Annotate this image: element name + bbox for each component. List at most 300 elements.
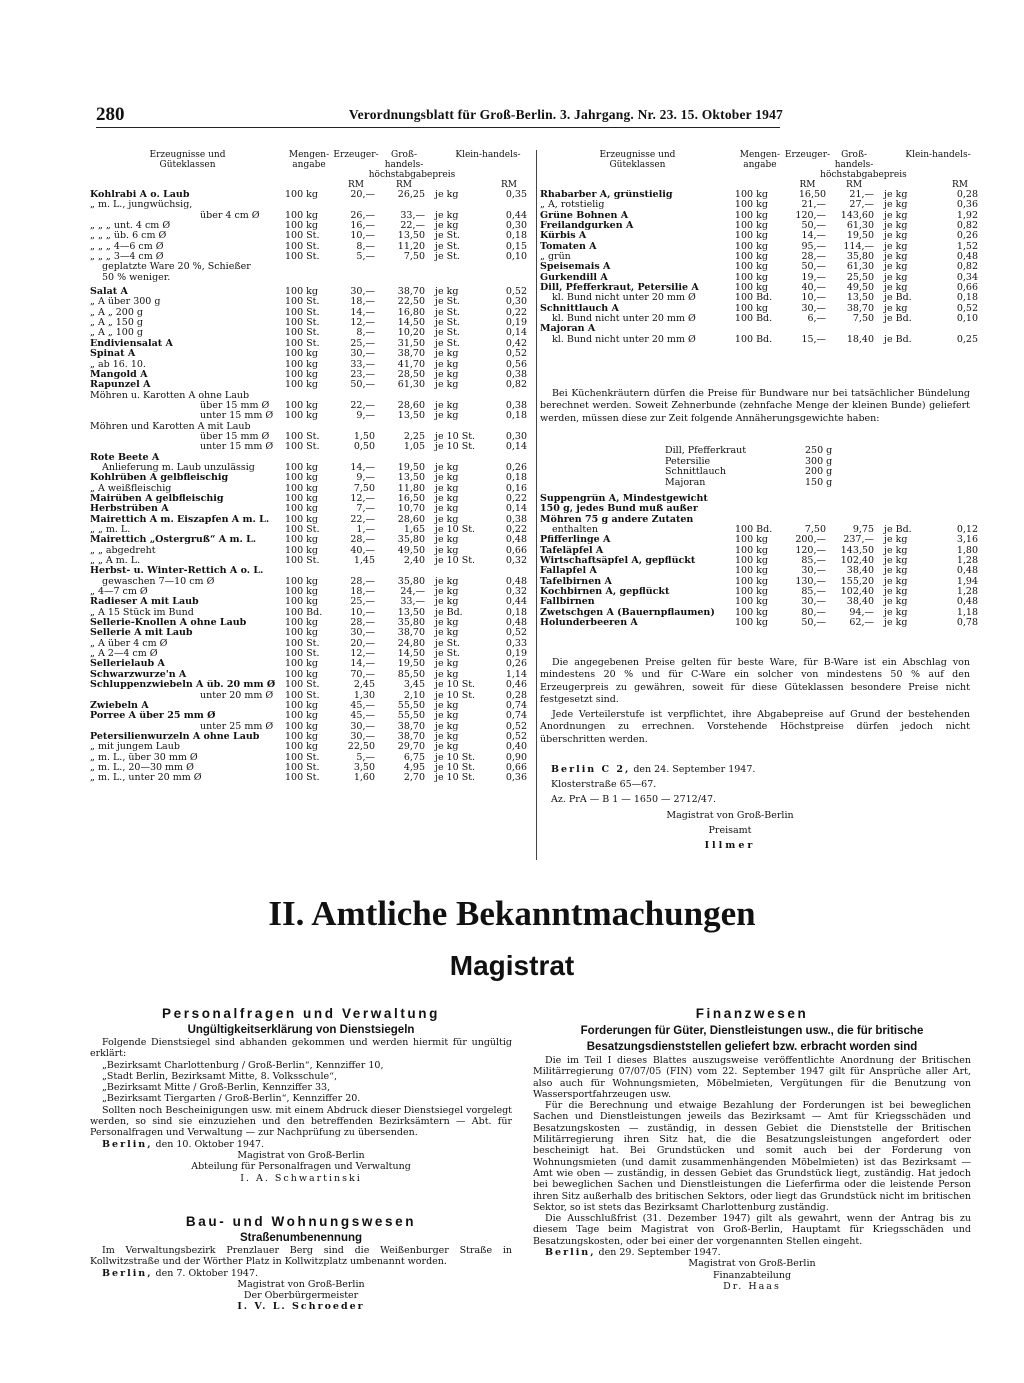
table-row [540,597,978,607]
wholesale-price: 237,— [843,535,874,546]
product-name: geplatzte Ware 20 %, Schießer [102,262,251,273]
product-name: kl. Bund nicht unter 20 mm Ø [552,314,696,325]
wholesale-price: 14,50 [397,318,425,329]
price-notes [540,657,970,749]
left-price-table [90,150,527,784]
seal-item: „Bezirksamt Mitte / Groß-Berlin, Kennziffer 33, [102,1082,331,1094]
table-currency-row [90,180,527,190]
signature-dept: Preisamt [708,825,752,837]
price-unit: je kg [884,597,908,608]
producer-price: 18,— [350,587,375,598]
quantity: 100 kg [285,349,318,360]
retail-price: 0,14 [505,328,527,339]
header-producer: Erzeuger- [784,150,831,160]
wholesale-price: 6,75 [403,752,425,763]
price-unit [429,262,491,272]
wholesale-price: 19,50 [397,462,425,473]
producer-price: 15,— [801,334,827,345]
price-note: Die angegebenen Preise gelten für beste Ware, für B-Ware ist ein Abschlag von mindestens 20 % und für C-Ware ein solcher von mindestens 50 % auf den Erzeugerpreis zu gewähren, soweit für diese Güteklassen besondere Preise nicht festgesetzt sind. [540,657,970,705]
retail-price: 0,22 [505,525,527,535]
herb-name: Dill, Pfefferkraut [665,445,747,456]
section-title: II. Amtliche Bekanntmachungen [268,894,756,933]
quantity: 100 kg [285,369,318,380]
retail-price: 0,90 [505,752,527,763]
producer-price: 23,— [350,369,375,380]
product-name: Dill, Pfefferkraut, Petersilie A [540,283,699,294]
header-quantity: Mengen-angabe [739,150,781,170]
quantity: 100 St. [285,431,320,442]
retail-price: 0,52 [505,287,527,298]
price-unit [878,494,942,504]
price-unit: je kg [435,210,459,221]
price-unit [429,422,491,432]
retail-price: 0,52 [505,721,527,732]
quantity: 100 kg [734,241,768,252]
product-name: Zwiebeln A [90,700,149,711]
retail-price: 0,32 [505,587,527,598]
product-name: „ A 2—4 cm Ø [90,649,158,660]
quantity: 100 kg [735,597,768,608]
quantity: 100 kg [285,597,318,608]
price-unit: je kg [435,514,459,525]
table-row [540,190,978,200]
producer-price [785,494,830,504]
quantity: 100 kg [285,618,318,629]
producer-price: 12,— [350,649,375,660]
wholesale-price: 38,70 [397,349,425,360]
housing-signer: I. V. L. Schroeder [237,1301,365,1313]
wholesale-price: 4,95 [403,762,425,773]
wholesale-price: 9,75 [852,525,874,536]
table-row [90,287,527,297]
currency-label: RM [951,180,968,190]
producer-price: 33,— [350,359,375,370]
price-unit: je kg [435,597,459,608]
product-name: Tafelbirnen A [540,576,612,587]
housing-body: Im Verwaltungsbezirk Prenzlauer Berg sind die Weißenburger Straße in Kollwitzstraße und der Wörther Platz in Kollwitzplatz umbenannt worden. [90,1245,512,1268]
wholesale-price: 16,80 [397,307,425,318]
producer-price: 2,45 [353,680,375,691]
product-name: „ „ „ 3—4 cm Ø [90,252,164,263]
retail-price: 0,18 [505,607,527,618]
price-office-signature [551,762,755,808]
table-header-row [540,150,978,170]
price-unit: je kg [884,576,908,587]
herb-weight: 200 g [805,466,833,478]
retail-price: 0,14 [505,504,527,515]
signature-name: Illmer [704,840,756,852]
personnel-notice [90,1005,512,1184]
price-unit: je kg [435,659,459,670]
price-unit: je kg [884,252,908,263]
retail-price: 0,36 [505,773,527,784]
wholesale-price: 18,40 [846,334,875,345]
wholesale-price: 38,40 [846,597,874,608]
quantity [285,200,333,210]
retail-price: 0,52 [956,303,978,314]
retail-price: 0,48 [956,252,978,263]
producer-price: 30,— [350,731,375,742]
price-unit: je kg [884,221,908,232]
producer-price: 30,— [801,303,827,314]
quantity: 100 kg [734,272,768,283]
price-unit: je kg [884,272,908,283]
retail-price: 0,52 [505,349,527,360]
table-row [90,411,527,421]
quantity: 100 kg [285,380,318,391]
quantity: 100 kg [734,221,768,232]
producer-price: 28,— [350,618,375,629]
wholesale-price: 61,30 [846,262,875,273]
price-unit: je kg [435,711,459,722]
product-name: Sellerielaub A [90,659,165,670]
product-name: Fallbirnen [540,597,595,608]
product-name: über 15 mm Ø [200,431,270,442]
product-name: Sellerie-Knollen A ohne Laub [90,618,247,629]
price-unit: je kg [884,556,908,567]
quantity: 100 kg [735,535,768,546]
quantity: 100 kg [285,514,318,525]
quantity: 100 kg [734,210,768,221]
personnel-subheading: Ungültigkeitserklärung von Dienstsiegeln [187,1024,415,1036]
wholesale-price: 49,50 [846,283,875,294]
producer-price: 1,45 [353,556,375,567]
quantity: 100 St. [285,318,320,329]
signature-street: Klosterstraße 65—67. [551,779,657,791]
table-row [90,515,527,525]
wholesale-price: 28,50 [397,369,425,380]
producer-price [333,391,379,401]
producer-price: 25,— [350,597,375,608]
quantity: 100 kg [285,535,318,546]
table-row [540,200,978,210]
retail-price: 0,52 [505,731,527,742]
producer-price: 14,— [350,659,375,670]
table-row [540,556,978,566]
personnel-org: Magistrat von Groß-Berlin [237,1149,365,1161]
retail-price: 0,33 [505,638,527,649]
table-row [90,680,527,690]
wholesale-price: 13,50 [397,607,425,618]
quantity: 100 St. [285,638,320,649]
quantity: 100 St. [285,442,320,453]
quantity: 100 kg [734,262,768,273]
retail-price: 1,18 [956,607,978,618]
quantity: 100 St. [285,307,320,318]
quantity: 100 kg [734,190,768,200]
producer-price: 26,— [350,210,375,221]
retail-price: 0,40 [505,742,527,753]
wholesale-price: 38,70 [397,731,425,742]
retail-price: 0,48 [505,618,527,629]
wholesale-price: 38,70 [397,287,425,298]
table-row [90,273,527,283]
table-row [90,587,527,597]
price-unit: je kg [435,721,459,732]
price-unit: je kg [435,287,459,298]
wholesale-price: 25,50 [846,272,875,283]
product-name: „ A weißfleischig [90,483,172,494]
table-row [90,639,527,649]
table-row [90,262,527,272]
producer-price: 1,30 [353,690,375,701]
product-name: „ „ „ üb. 6 cm Ø [90,231,167,242]
wholesale-price: 2,70 [403,773,425,784]
wholesale-price: 16,50 [397,493,425,504]
product-name: „ „ A m. L. [90,556,141,567]
quantity: 100 St. [285,649,320,660]
product-name: Kohlrüben A gelbfleischig [90,473,229,484]
product-name: unter 15 mm Ø [200,442,274,453]
wholesale-price: 61,30 [397,380,425,391]
retail-price: 0,28 [505,690,527,701]
producer-price: 30,— [350,287,375,298]
producer-price: 80,— [801,607,826,618]
retail-price [942,515,978,525]
producer-price: 5,— [356,252,375,263]
price-unit: je kg [884,283,908,294]
quantity: 100 kg [285,411,318,422]
producer-price: 1,— [356,525,375,535]
producer-price: 19,— [801,272,827,283]
price-unit: je kg [435,669,459,680]
price-unit: je kg [884,210,908,221]
seal-item: „Stadt Berlin, Bezirksamt Mitte, 8. Volksschule“, [102,1070,338,1082]
price-unit: je kg [435,380,459,391]
price-unit: je kg [435,483,459,494]
price-unit: je Bd. [884,525,912,536]
retail-price: 0,30 [505,431,527,442]
product-name: Radieser A mit Laub [90,597,199,608]
quantity [735,515,785,525]
producer-price: 14,— [350,462,375,473]
table-row [540,242,978,252]
product-name: Salat A [90,287,128,298]
header-producer: Erzeuger- [333,150,379,160]
price-unit: je 10 St. [435,773,476,784]
retail-price [491,422,527,432]
quantity [285,391,333,401]
price-unit: je Bd. [435,607,463,618]
retail-price: 0,30 [505,297,527,308]
wholesale-price: 35,80 [397,618,425,629]
product-name: Herbstrüben A [90,504,169,515]
quantity: 100 kg [285,742,318,753]
finance-subheading: Forderungen für Güter, Dienstleistungen usw., die für britische Besatzungsdienststellen geliefert bzw. erbracht worden sind [580,1025,924,1053]
wholesale-price: 13,50 [397,473,425,484]
quantity: 100 kg [285,462,318,473]
table-row [540,608,978,618]
product-name: Petersilienwurzeln A ohne Laub [90,731,260,742]
wholesale-price: 38,70 [397,628,425,639]
quantity: 100 kg [735,607,768,618]
quantity [735,494,785,504]
quantity: 100 kg [285,587,318,598]
quantity: 100 kg [285,483,318,494]
price-office-signer [600,808,860,854]
price-unit: je 10 St. [435,525,476,535]
wholesale-price [830,515,878,525]
table-row [90,566,527,576]
quantity: 100 St. [285,252,320,263]
retail-price: 0,52 [505,628,527,639]
product-name: Fallapfel A [540,566,597,577]
price-unit: je St. [435,638,460,649]
journal-title: Verordnungsblatt für Groß-Berlin. 3. Jahrgang. Nr. 23. 15. Oktober 1947 [348,107,783,122]
wholesale-price: 24,80 [397,638,425,649]
retail-price: 0,42 [505,338,527,349]
table-row [540,535,978,545]
seal-item: „Bezirksamt Charlottenburg / Groß-Berlin“, Kennziffer 10, [102,1059,384,1071]
table-row [90,200,527,210]
price-unit: je 10 St. [435,752,476,763]
product-name: Porree A über 25 mm Ø [90,711,216,722]
table-row [90,711,527,721]
price-unit: je kg [884,618,908,629]
price-unit: je kg [435,504,459,515]
producer-price: 7,— [356,504,375,515]
retail-price: 1,28 [956,587,978,598]
quantity: 100 St. [285,328,320,339]
wholesale-price: 28,60 [397,400,425,411]
producer-price: 28,— [350,576,375,587]
table-row [540,494,978,504]
product-name: über 4 cm Ø [200,210,260,221]
retail-price: 0,66 [505,762,527,773]
price-unit [429,566,491,576]
table-row [90,401,527,411]
producer-price: 28,— [350,535,375,546]
product-name: Tomaten A [540,241,597,252]
quantity: 100 Bd. [734,293,773,304]
quantity: 100 kg [285,545,318,556]
wholesale-price: 28,60 [397,514,425,525]
table-subheader-row [540,170,978,180]
herb-weight: 300 g [805,455,833,467]
table-row [90,659,527,669]
personnel-dept: Abteilung für Personalfragen und Verwaltung [191,1161,411,1173]
table-row [90,484,527,494]
price-unit: je kg [884,303,908,314]
quantity: 100 St. [285,338,320,349]
price-unit: je kg [435,473,459,484]
producer-price: 14,— [801,231,827,242]
producer-price: 50,— [350,380,375,391]
producer-price: 30,— [350,721,375,732]
retail-price: 0,48 [956,566,978,577]
product-name: Schwarzwurze'n A [90,669,187,680]
producer-price [333,422,379,432]
retail-price: 3,16 [956,535,978,546]
retail-price [942,494,978,504]
retail-price: 0,18 [505,411,527,422]
finance-signer: Dr. Haas [723,1280,781,1292]
header-wholesale: Groß-handels- [384,150,424,170]
retail-price [491,391,527,401]
wholesale-price [379,422,429,432]
wholesale-price: 13,50 [397,411,425,422]
producer-price: 3,50 [353,762,375,773]
product-name: „ A „ 100 g [90,328,143,339]
producer-price: 16,— [350,221,375,232]
producer-price: 20,— [350,638,375,649]
price-unit [878,504,942,514]
price-unit: je 10 St. [435,442,476,453]
product-name: Rhabarber A, grünstielig [540,190,673,200]
product-name: Möhren 75 g andere Zutaten [540,514,694,525]
table-row [90,773,527,783]
product-name: enthalten [552,525,598,536]
price-unit: je kg [435,221,459,232]
price-unit: je 10 St. [435,762,476,773]
wholesale-price: 3,45 [403,680,425,691]
producer-price: 16,50 [798,190,827,200]
product-name: „ ab 16. 10. [90,359,146,370]
producer-price [785,515,830,525]
producer-price: 9,— [356,473,375,484]
table-row [540,273,978,283]
price-unit: je St. [435,297,460,308]
wholesale-price: 41,70 [397,359,425,370]
producer-price: 6,— [807,314,827,325]
retail-price [491,273,527,283]
product-name: Sellerie A mit Laub [90,628,193,639]
herb-name: Schnittlauch [665,466,726,478]
producer-price: 28,— [801,252,827,263]
table-row [90,670,527,680]
table-row [90,190,527,200]
producer-price: 12,— [350,493,375,504]
table-row [90,742,527,752]
table-row [90,242,527,252]
wholesale-price: 114,— [843,241,875,252]
retail-price: 0,22 [505,307,527,318]
product-name: Rapunzel A [90,380,151,391]
retail-price: 1,94 [956,576,978,587]
currency-label: RM [846,180,863,190]
price-unit: je kg [884,607,908,618]
table-row [90,701,527,711]
producer-price: 20,— [350,190,375,200]
product-name: Mairettich „Ostergruß“ A m. L. [90,535,257,546]
quantity: 100 kg [285,287,318,298]
herb-weight: 250 g [805,445,833,456]
price-unit: je kg [435,700,459,711]
product-name: 50 % weniger. [102,272,171,283]
wholesale-price: 7,50 [852,314,875,325]
table-row [90,504,527,514]
price-unit: je 10 St. [435,431,476,442]
retail-price: 0,82 [505,380,527,391]
housing-heading: Bau- und Wohnungswesen [185,1214,417,1229]
retail-price: 0,44 [505,210,527,221]
price-unit [878,324,942,334]
retail-price [942,324,978,334]
producer-price [785,504,830,514]
price-unit: je Bd. [884,314,912,325]
wholesale-price: 24,— [400,587,425,598]
table-row [90,722,527,732]
retail-price: 0,10 [956,314,978,325]
wholesale-price: 13,50 [397,231,425,242]
wholesale-price: 2,40 [403,556,425,567]
quantity: 100 St. [285,231,320,242]
quantity: 100 kg [734,231,768,242]
quantity: 100 kg [734,252,768,263]
producer-price [333,273,379,283]
product-name: „ m. L., über 30 mm Ø [90,752,198,763]
retail-price: 0,14 [505,442,527,453]
